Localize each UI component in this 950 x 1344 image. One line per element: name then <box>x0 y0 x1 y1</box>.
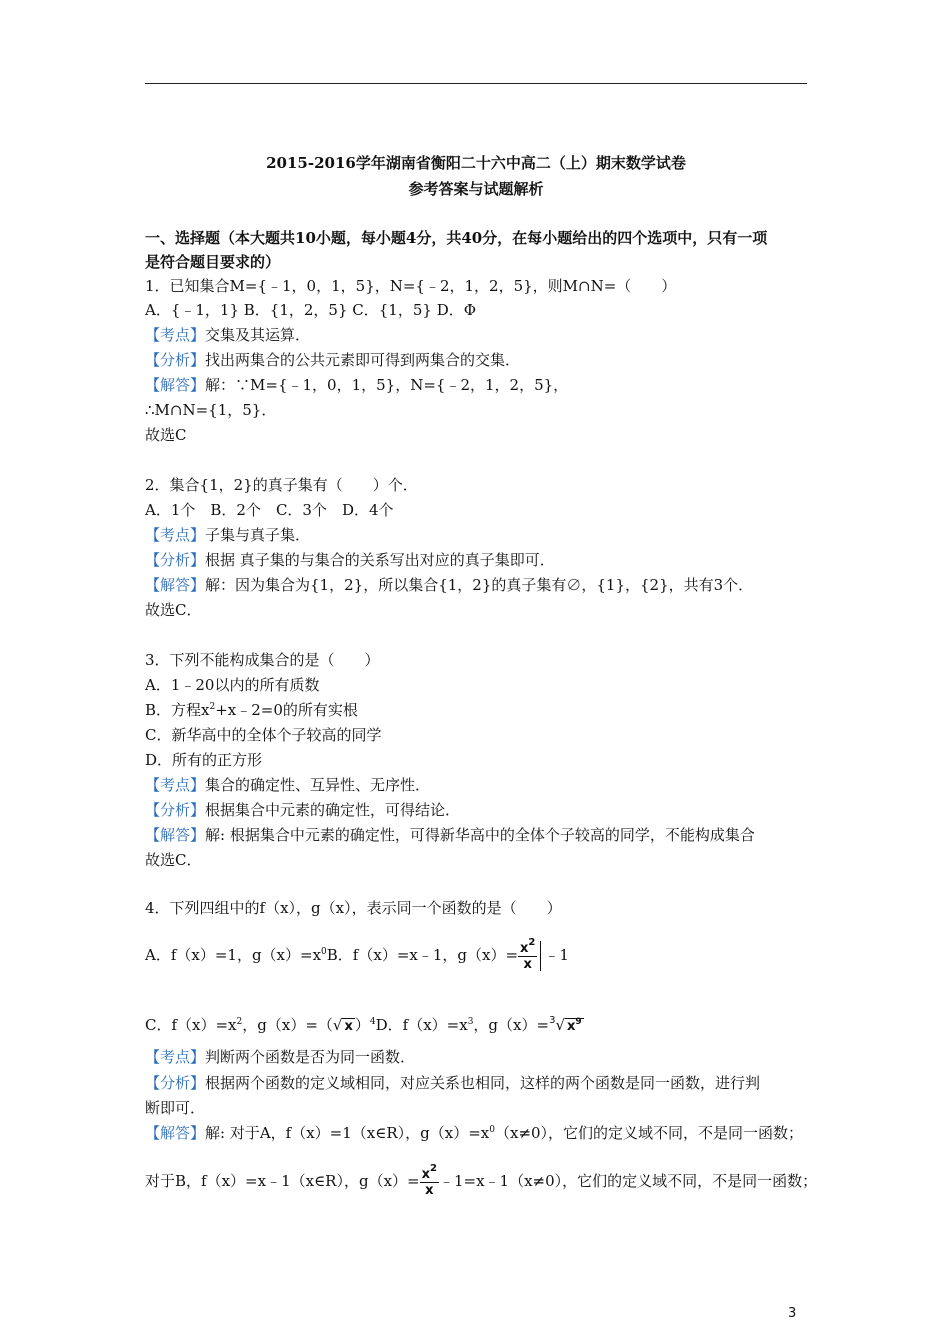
q4-options-ab: A．f（x）=1，$g(x)=x^0B$．f（x）=x﹣1，g（x）= $\frac{x^2}{x}$ ﹣1 <box>145 936 569 972</box>
sqrt-x: √ x <box>332 1016 353 1034</box>
q4-options-cd: C．$f(x)=x^2$，g（x）=（√ x ）$^4$D．$f(x)=x^3$，g（x）=$^3$√ $x^9$ <box>145 1006 810 1042</box>
q3-option-c: C．新华高中的全体个子较高的同学 <box>145 726 382 744</box>
q3-answer: 故选C． <box>145 851 202 869</box>
kaodian-tag: 【考点】 <box>145 776 206 794</box>
q2-jieda: 【解答】解：因为集合为{1，2}，所以集合{1，2}的真子集有∅，{1}，{2}，共有3个． <box>145 576 754 594</box>
jieda-tag: 【解答】 <box>145 576 206 594</box>
kaodian-tag: 【考点】 <box>145 526 206 544</box>
q2-kaodian: 【考点】子集与真子集． <box>145 526 311 544</box>
page-title: 2015-2016学年湖南省衡阳二十六中高二（上）期末数学试卷 <box>266 154 686 172</box>
jieda-tag: 【解答】 <box>145 826 206 844</box>
kaodian-tag: 【考点】 <box>145 1048 206 1066</box>
q3-option-b: B．方程$x^2+x﹣2=0$的所有实根 <box>145 701 358 719</box>
q2-options: A．1个 B．2个 C．3个 D．4个 <box>145 501 394 519</box>
q3-kaodian: 【考点】集合的确定性、互异性、无序性． <box>145 776 431 794</box>
q4-kaodian: 【考点】判断两个函数是否为同一函数． <box>145 1048 416 1066</box>
q3-fenxi: 【分析】根据集合中元素的确定性，可得结论． <box>145 801 461 819</box>
fenxi-tag: 【分析】 <box>145 801 206 819</box>
q3-stem: 3．下列不能构成集合的是（ ） <box>145 651 380 669</box>
q3-jieda: 【解答】解: 根据集合中元素的确定性，可得新华高中的全体个子较高的同学，不能构成集合 <box>145 826 755 844</box>
page-number: 3 <box>788 1306 797 1321</box>
fenxi-tag: 【分析】 <box>145 551 206 569</box>
q1-kaodian: 【考点】交集及其运算． <box>145 326 311 344</box>
fenxi-tag: 【分析】 <box>145 351 206 369</box>
section-heading-line2: 是符合题目要求的） <box>145 253 281 271</box>
q1-jieda: 【解答】解：∵M={﹣1，0，1，5}，N={﹣2，1，2，5}， <box>145 376 569 394</box>
fraction-bar <box>540 941 541 971</box>
q1-jieda-line2: ∴M∩N={1，5}． <box>145 401 277 419</box>
q1-options: A．{﹣1，1} B．{1，2，5} C．{1，5} D．Φ <box>145 301 477 319</box>
q2-stem: 2．集合{1，2}的真子集有（ ）个． <box>145 476 418 494</box>
q1-stem: 1．已知集合M={﹣1，0，1，5}，N={﹣2，1，2，5}，则M∩N=（ ） <box>145 277 677 295</box>
q3-option-a: A．1﹣20以内的所有质数 <box>145 676 320 694</box>
fraction-x2-over-x: $\frac{x^2}{x}$ <box>520 936 536 972</box>
fenxi-tag: 【分析】 <box>145 1074 206 1092</box>
q4-fenxi: 【分析】根据两个函数的定义域相同，对应关系也相同，这样的两个函数是同一函数，进行判 <box>145 1074 761 1092</box>
q1-fenxi: 【分析】找出两集合的公共元素即可得到两集合的交集． <box>145 351 521 369</box>
page-subtitle: 参考答案与试题解析 <box>408 180 544 198</box>
kaodian-tag: 【考点】 <box>145 326 206 344</box>
q4-stem: 4．下列四组中的f（x），g（x），表示同一个函数的是（ ） <box>145 899 562 917</box>
q2-answer: 故选C． <box>145 601 202 619</box>
jieda-tag: 【解答】 <box>145 1124 206 1142</box>
fraction-x2-over-x: $\frac{x^2}{x}$ <box>421 1162 437 1198</box>
jieda-tag: 【解答】 <box>145 376 206 394</box>
q4-jieda-b: 对于B，f（x）=x﹣1（x∈R），g（x）= $\frac{x^2}{x}$ ﹣1=x﹣1（x≠0），它们的定义域不同，不是同一函数； <box>145 1162 818 1198</box>
q4-fenxi-line2: 断即可． <box>145 1099 206 1117</box>
q3-option-d: D．所有的正方形 <box>145 751 263 769</box>
q4-jieda: 【解答】解: 对于A，f（x）=1（x∈R），$g(x)=x^0(x\ne 0)$，它们的定义域不同，不是同一函数； <box>145 1124 804 1142</box>
section-heading-line1: 一、选择题（本大题共10小题，每小题4分，共40分，在每小题给出的四个选项中，只有一项 <box>145 229 768 247</box>
cube-root-x9: $^3$√ $x^9$ <box>549 1015 582 1034</box>
q1-answer: 故选C <box>145 426 187 444</box>
header-rule <box>145 83 807 84</box>
q2-fenxi: 【分析】根据 真子集的与集合的关系写出对应的真子集即可． <box>145 551 555 569</box>
